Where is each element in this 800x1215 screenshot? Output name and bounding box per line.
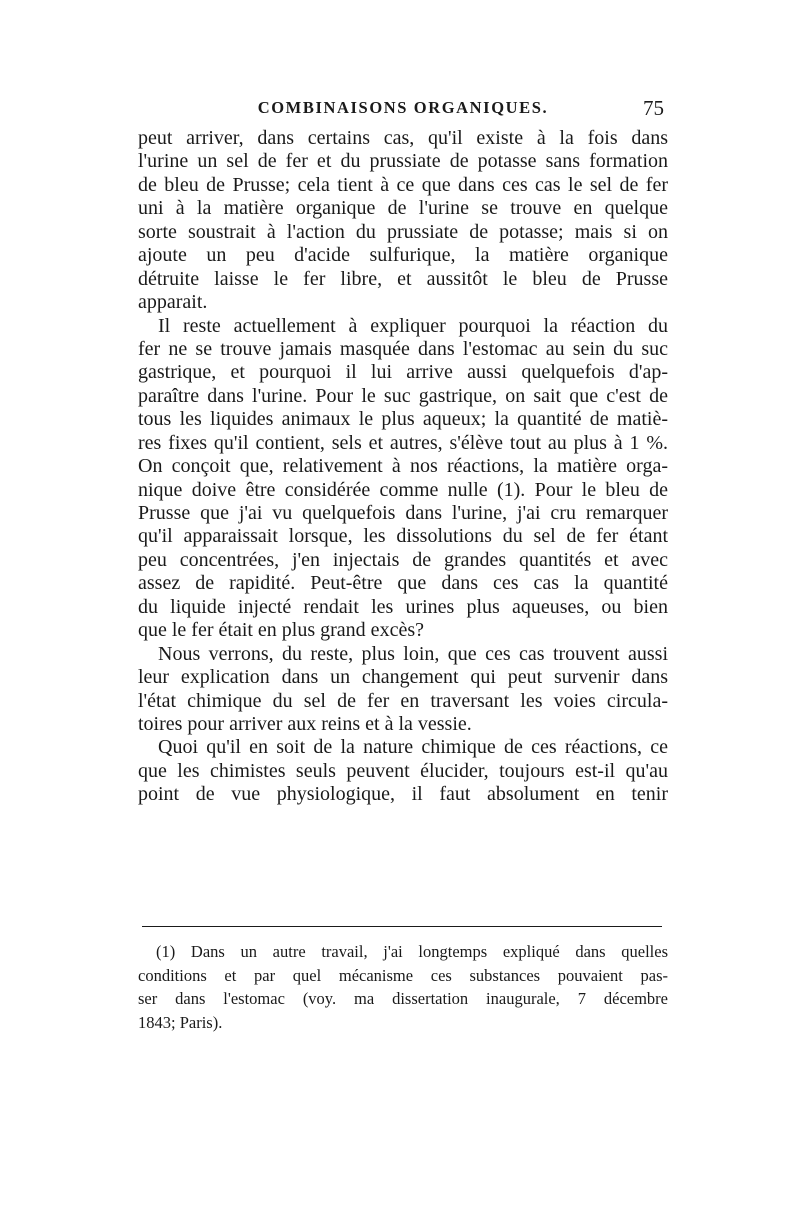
text-line: du liquide injecté rendait les urines plus aqueuses, ou bien (138, 595, 668, 618)
text-line: res fixes qu'il contient, sels et autres, s'élève tout au plus à 1 %. (138, 431, 668, 454)
text-line: paraître dans l'urine. Pour le suc gastrique, on sait que c'est de (138, 384, 668, 407)
text-line: On conçoit que, relativement à nos réactions, la matière orga- (138, 455, 668, 478)
text-line: point de vue physiologique, il faut absolument en tenir (138, 783, 668, 806)
text-line: tous les liquides animaux le plus aqueux; la quantité de matiè- (138, 408, 668, 431)
text-line: leur explication dans un changement qui peut survenir dans (138, 666, 668, 689)
text-line: nique doive être considérée comme nulle (1). Pour le bleu de (138, 478, 668, 501)
text-line: peut arriver, dans certains cas, qu'il existe à la fois dans (138, 127, 668, 149)
text-line: que les chimistes seuls peuvent élucider, toujours est-il qu'au (138, 759, 668, 782)
page-header (138, 96, 668, 126)
text-line: uni à la matière organique de l'urine se trouve en quelque (138, 197, 668, 220)
text-line: l'état chimique du sel de fer en traversant les voies circula- (138, 689, 668, 712)
footnote-line: ser dans l'estomac (voy. ma dissertation inaugurale, 7 décembre (138, 989, 668, 1008)
text-line: sorte soustrait à l'action du prussiate de potasse; mais si on (138, 220, 668, 243)
text-line: détruite laisse le fer libre, et aussitôt le bleu de Prusse (138, 267, 668, 290)
text-line: que le fer était en plus grand excès? (138, 619, 424, 642)
text-line: l'urine un sel de fer et du prussiate de potasse sans formation (138, 150, 668, 173)
text-line: de bleu de Prusse; cela tient à ce que dans ces cas le sel de fer (138, 173, 668, 196)
running-head: COMBINAISONS ORGANIQUES. (257, 98, 549, 117)
footnote-line: (1) Dans un autre travail, j'ai longtemps expliqué dans quelles (156, 942, 668, 961)
text-line: apparait. (138, 291, 208, 314)
text-line: Quoi qu'il en soit de la nature chimique de ces réactions, ce (158, 736, 668, 759)
text-line: Prusse que j'ai vu quelquefois dans l'urine, j'ai cru remarquer (138, 502, 668, 524)
footnote-line: conditions et par quel mécanisme ces substances pouvaient pas- (138, 965, 668, 985)
footnote-line: 1843; Paris). (138, 1012, 223, 1032)
footnote-divider (142, 926, 662, 927)
text-line: ajoute un peu d'acide sulfurique, la matière organique (138, 244, 668, 267)
text-line: gastrique, et pourquoi il lui arrive aussi quelquefois d'ap- (138, 361, 668, 384)
text-line: peu concentrées, j'en injectais de grandes quantités et avec (138, 548, 668, 571)
text-line: Nous verrons, du reste, plus loin, que ces cas trouvent aussi (158, 642, 668, 665)
page-number: 75 (643, 96, 664, 120)
text-line: toires pour arriver aux reins et à la vessie. (138, 712, 472, 735)
text-line: fer ne se trouve jamais masquée dans l'estomac au sein du suc (138, 337, 668, 360)
text-line: assez de rapidité. Peut-être que dans ces cas la quantité (138, 572, 668, 595)
text-line: qu'il apparaissait lorsque, les dissolutions du sel de fer étant (138, 525, 668, 548)
text-line: Il reste actuellement à expliquer pourquoi la réaction du (158, 314, 668, 337)
body-text (138, 127, 668, 807)
footnote (138, 940, 668, 1034)
